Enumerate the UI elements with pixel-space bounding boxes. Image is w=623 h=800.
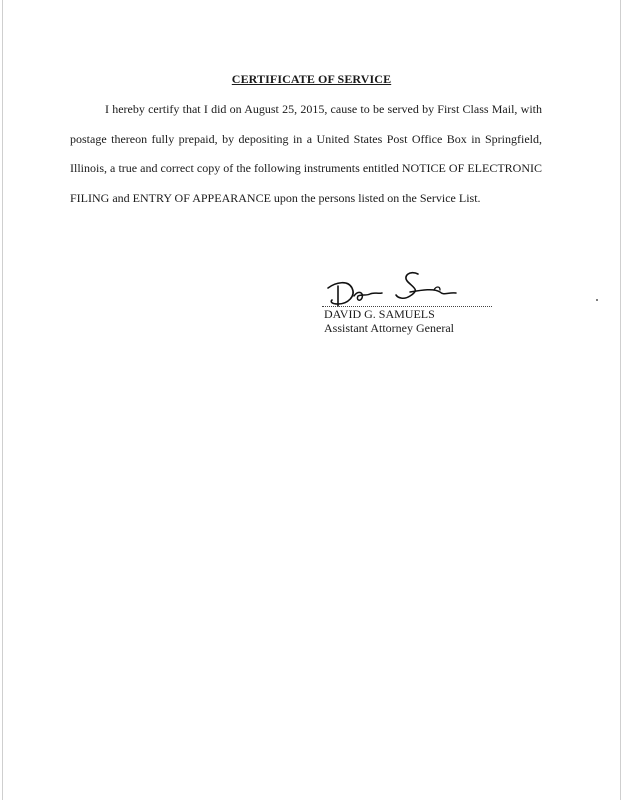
handwritten-signature xyxy=(322,262,462,308)
page-edge-left xyxy=(2,0,3,800)
page-edge-right xyxy=(620,0,621,800)
certificate-paragraph: I hereby certify that I did on August 25, 2015, cause to be served by First Class Mail, with postage thereon fully prepaid, by depositing in a United States Post Office Box in Springfield, Illinois, a true and correct copy of the following instruments entitled NOTICE OF ELECTRONIC FILING and ENTRY OF APPEARANCE upon the persons listed on the Service List. xyxy=(70,102,542,205)
signer-name: DAVID G. SAMUELS xyxy=(324,307,435,321)
scan-speck xyxy=(596,299,598,301)
certificate-title: CERTIFICATE OF SERVICE xyxy=(231,72,392,86)
signer-title: Assistant Attorney General xyxy=(324,321,454,335)
